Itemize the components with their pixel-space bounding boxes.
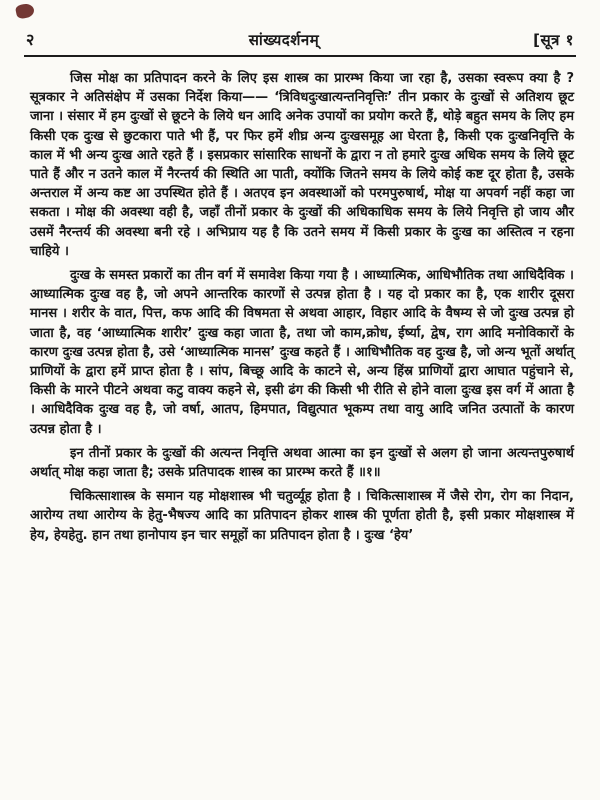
- book-title: सांख्यदर्शनम्: [248, 31, 320, 49]
- page-number: २: [26, 30, 35, 49]
- sutra-reference: [सूत्र १: [533, 31, 574, 49]
- page-header: [0, 0, 600, 50]
- paragraph-moksha-intro: जिस मोक्ष का प्रतिपादन करने के लिए इस शास्त्र का प्रारम्भ किया जा रहा है, उसका स्वरूप क्या है ? सूत्रकार ने अतिसंक्षेप में उसका निर्देश किया—— ‘त्रिविधदुःखात्यन्तनिवृत्तिः’ तीन प्रकार के दुःखों से अतिशय छूट जाना । संसार में हम दुःखों से छूटने के लिये धन आदि अनेक उपायों का प्रयोग करते हैं, थोड़े बहुत समय के लिए हम किसी एक दुःख से छुटकारा पाते भी हैं, पर फिर हमें शीघ्र अन्य दुःखसमूह आ घेरता है, किसी एक दुःखनिवृत्ति के काल में भी अन्य दुःख आते रहते हैं । इसप्रकार सांसारिक साधनों के द्वारा न तो हमारे दुःख अधिक समय के लिये छूट पाते हैं और न उतने काल में नैरन्तर्य की स्थिति आ पाती, क्योंकि जितने समय के लिये कोई कष्ट दूर होता है, उसके अन्तराल में अन्य कष्ट आ उपस्थित होते हैं । अतएव इन अवस्थाओं को परमपुरुषार्थ, मोक्ष या अपवर्ग नहीं कहा जा सकता । मोक्ष की अवस्था वही है, जहाँ तीनों प्रकार के दुःखों की अधिकाधिक समय के लिये निवृत्ति हो जाय और उसमें नैरन्तर्य की अवस्था बनी रहे । अभिप्राय यह है कि उतने समय में किसी प्रकार के दुःख का अस्तित्व न रहना चाहिये ।: [30, 71, 574, 259]
- paragraph-dukha-types: दुःख के समस्त प्रकारों का तीन वर्ग में समावेश किया गया है । आध्यात्मिक, आधिभौतिक तथा आधिदैविक । आध्यात्मिक दुःख वह है, जो अपने आन्तरिक कारणों से उत्पन्न होता है । यह दो प्रकार का है, एक शारीर दूसरा मानस । शरीर के वात, पित्त, कफ आदि की विषमता से अथवा आहार, विहार आदि के वैषम्य से जो दुःख उत्पन्न हो जाता है, वह ‘आध्यात्मिक शारीर’ दुःख कहा जाता है, तथा जो काम,क्रोध, ईर्ष्या, द्वेष, राग आदि मनोविकारों के कारण दुःख उत्पन्न होता है, उसे ‘आध्यात्मिक मानस’ दुःख कहते हैं । आधिभौतिक वह दुःख है, जो अन्य भूतों अर्थात् प्राणियों के द्वारा हमें प्राप्त होता है । सांप, बिच्छू आदि के काटने से, अन्य हिंस्र प्राणियों द्वारा आघात पहुंचाने से, किसी के मारने पीटने अथवा कटु वाक्य कहने से, इसी ढंग की किसी भी रीति से होने वाला दुःख इस वर्ग में आता है । आधिदैविक दुःख वह है, जो वर्षा, आतप, हिमपात, विद्युत्पात भूकम्प तथा वायु आदि जनित उत्पातों के कारण उत्पन्न होता है ।: [30, 268, 574, 437]
- paragraph-moksha-definition: इन तीनों प्रकार के दुःखों की अत्यन्त निवृत्ति अथवा आत्मा का इन दुःखों से अलग हो जाना अत्यन्तपुरुषार्थ अर्थात् मोक्ष कहा जाता है; उसके प्रतिपादक शास्त्र का प्रारम्भ करते हैं ॥१॥: [30, 445, 574, 481]
- page-body: [0, 57, 600, 545]
- paragraph-chaturvyuha: चिकित्साशास्त्र के समान यह मोक्षशास्त्र भी चतुर्व्यूह होता है । चिकित्साशास्त्र में जैसे रोग, रोग का निदान, आरोग्य तथा आरोग्य के हेतु-भैषज्य आदि का प्रतिपादन होकर शास्त्र की पूर्णता होती है, इसी प्रकार मोक्षशास्त्र में हेय, हेयहेतु. हान तथा हानोपाय इन चार समूहों का प्रतिपादन होता है । दुःख ‘हेय’: [30, 489, 574, 543]
